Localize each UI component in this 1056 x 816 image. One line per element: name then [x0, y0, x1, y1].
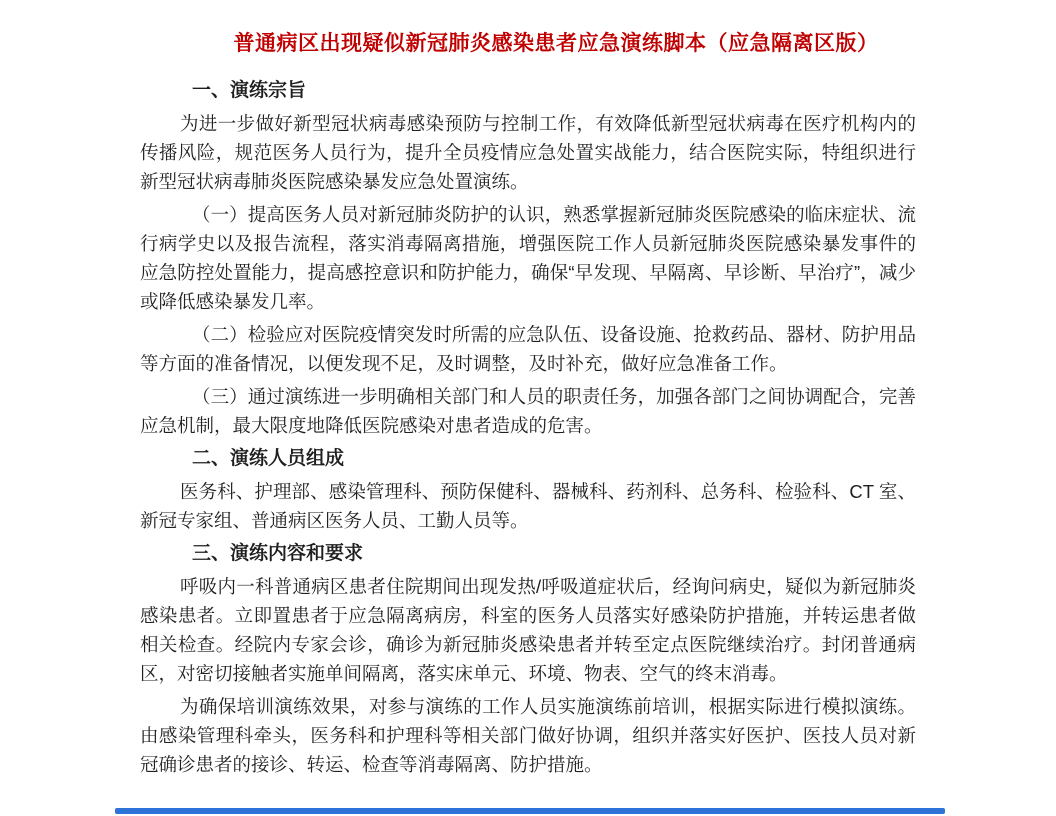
- paragraph-purpose-intro: 为进一步做好新型冠状病毒感染预防与控制工作，有效降低新型冠状病毒在医疗机构内的传播风险，规范医务人员行为，提升全员疫情应急处置实战能力，结合医院实际，特组织进行新型冠状病毒肺炎医院感染暴发应急处置演练。: [140, 113, 916, 192]
- document-title: 普通病区出现疑似新冠肺炎感染患者应急演练脚本（应急隔离区版）: [233, 32, 879, 55]
- next-page-element-top-edge: [115, 808, 945, 814]
- paragraph-drill-scenario: 呼吸内一科普通病区患者住院期间出现发热/呼吸道症状后，经询问病史，疑似为新冠肺炎感染患者。立即置患者于应急隔离病房，科室的医务人员落实好感染防护措施，并转运患者做相关检查。经院内专家会诊，确诊为新冠肺炎感染患者并转至定点医院继续治疗。封闭普通病区，对密切接触者实施单间隔离，落实床单元、环境、物表、空气的终末消毒。: [140, 576, 916, 684]
- paragraph-purpose-item-2: （二）检验应对医院疫情突发时所需的应急队伍、设备设施、抢救药品、器材、防护用品等方面的准备情况，以便发现不足，及时调整，及时补充，做好应急准备工作。: [140, 324, 916, 374]
- paragraph-purpose-item-3: （三）通过演练进一步明确相关部门和人员的职责任务，加强各部门之间协调配合，完善应急机制，最大限度地降低医院感染对患者造成的危害。: [140, 386, 916, 436]
- paragraph-purpose-item-1: （一）提高医务人员对新冠肺炎防护的认识，熟悉掌握新冠肺炎医院感染的临床症状、流行病学史以及报告流程，落实消毒隔离措施，增强医院工作人员新冠肺炎医院感染暴发事件的应急防控处置能力，提高感控意识和防护能力，确保“早发现、早隔离、早诊断、早治疗”，减少或降低感染暴发几率。: [140, 204, 916, 312]
- section-heading-drill-purpose: 一、演练宗旨: [192, 80, 307, 101]
- section-heading-drill-content-requirements: 三、演练内容和要求: [192, 543, 364, 564]
- paragraph-personnel-list: 医务科、护理部、感染管理科、预防保健科、器械科、药剂科、总务科、检验科、CT 室、新冠专家组、普通病区医务人员、工勤人员等。: [140, 481, 916, 531]
- paragraph-drill-training: 为确保培训演练效果，对参与演练的工作人员实施演练前培训，根据实际进行模拟演练。由感染管理科牵头，医务科和护理科等相关部门做好协调，组织并落实好医护、医技人员对新冠确诊患者的接诊、转运、检查等消毒隔离、防护措施。: [140, 696, 916, 775]
- document-content: [140, 30, 916, 783]
- section-heading-drill-personnel: 二、演练人员组成: [192, 448, 345, 469]
